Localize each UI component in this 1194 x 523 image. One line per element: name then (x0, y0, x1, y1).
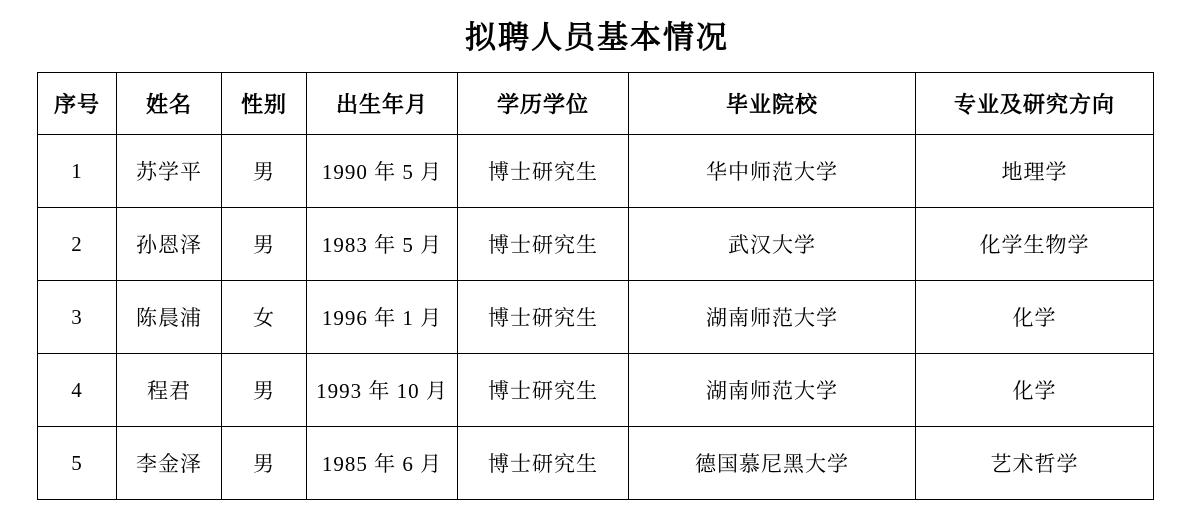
table-cell: 3 (38, 281, 117, 354)
table-cell: 男 (222, 354, 307, 427)
table-row (38, 208, 1154, 281)
table-cell: 男 (222, 208, 307, 281)
table-row (38, 135, 1154, 208)
col-name: 姓名 (117, 73, 222, 135)
table-cell: 1996 年 1 月 (307, 281, 458, 354)
table-cell: 陈晨浦 (117, 281, 222, 354)
table-cell: 博士研究生 (458, 281, 629, 354)
table-cell: 地理学 (916, 135, 1154, 208)
col-major: 专业及研究方向 (916, 73, 1154, 135)
table-cell: 化学生物学 (916, 208, 1154, 281)
table-cell: 艺术哲学 (916, 427, 1154, 500)
table-cell: 湖南师范大学 (629, 354, 916, 427)
col-birth-date: 出生年月 (307, 73, 458, 135)
table-cell: 德国慕尼黑大学 (629, 427, 916, 500)
table-cell: 华中师范大学 (629, 135, 916, 208)
table-cell: 化学 (916, 354, 1154, 427)
table-cell: 孙恩泽 (117, 208, 222, 281)
table-cell: 男 (222, 135, 307, 208)
personnel-table (37, 72, 1154, 500)
col-gender: 性别 (222, 73, 307, 135)
table-cell: 湖南师范大学 (629, 281, 916, 354)
table-cell: 1985 年 6 月 (307, 427, 458, 500)
col-index: 序号 (38, 73, 117, 135)
col-university: 毕业院校 (629, 73, 916, 135)
document-title: 拟聘人员基本情况 (465, 20, 729, 55)
table-cell: 男 (222, 427, 307, 500)
table-cell: 1983 年 5 月 (307, 208, 458, 281)
table-cell: 1990 年 5 月 (307, 135, 458, 208)
table-row (38, 427, 1154, 500)
table-cell: 化学 (916, 281, 1154, 354)
header-row (38, 73, 1154, 135)
table-cell: 2 (38, 208, 117, 281)
table-cell: 武汉大学 (629, 208, 916, 281)
table-cell: 1 (38, 135, 117, 208)
table-cell: 苏学平 (117, 135, 222, 208)
table-cell: 博士研究生 (458, 208, 629, 281)
table-cell: 4 (38, 354, 117, 427)
table-cell: 博士研究生 (458, 135, 629, 208)
table-cell: 李金泽 (117, 427, 222, 500)
table-row (38, 354, 1154, 427)
table-row (38, 281, 1154, 354)
table-cell: 博士研究生 (458, 427, 629, 500)
table-cell: 程君 (117, 354, 222, 427)
col-degree: 学历学位 (458, 73, 629, 135)
table-cell: 博士研究生 (458, 354, 629, 427)
table-cell: 女 (222, 281, 307, 354)
table-cell: 1993 年 10 月 (307, 354, 458, 427)
table-cell: 5 (38, 427, 117, 500)
table-body (38, 135, 1154, 500)
